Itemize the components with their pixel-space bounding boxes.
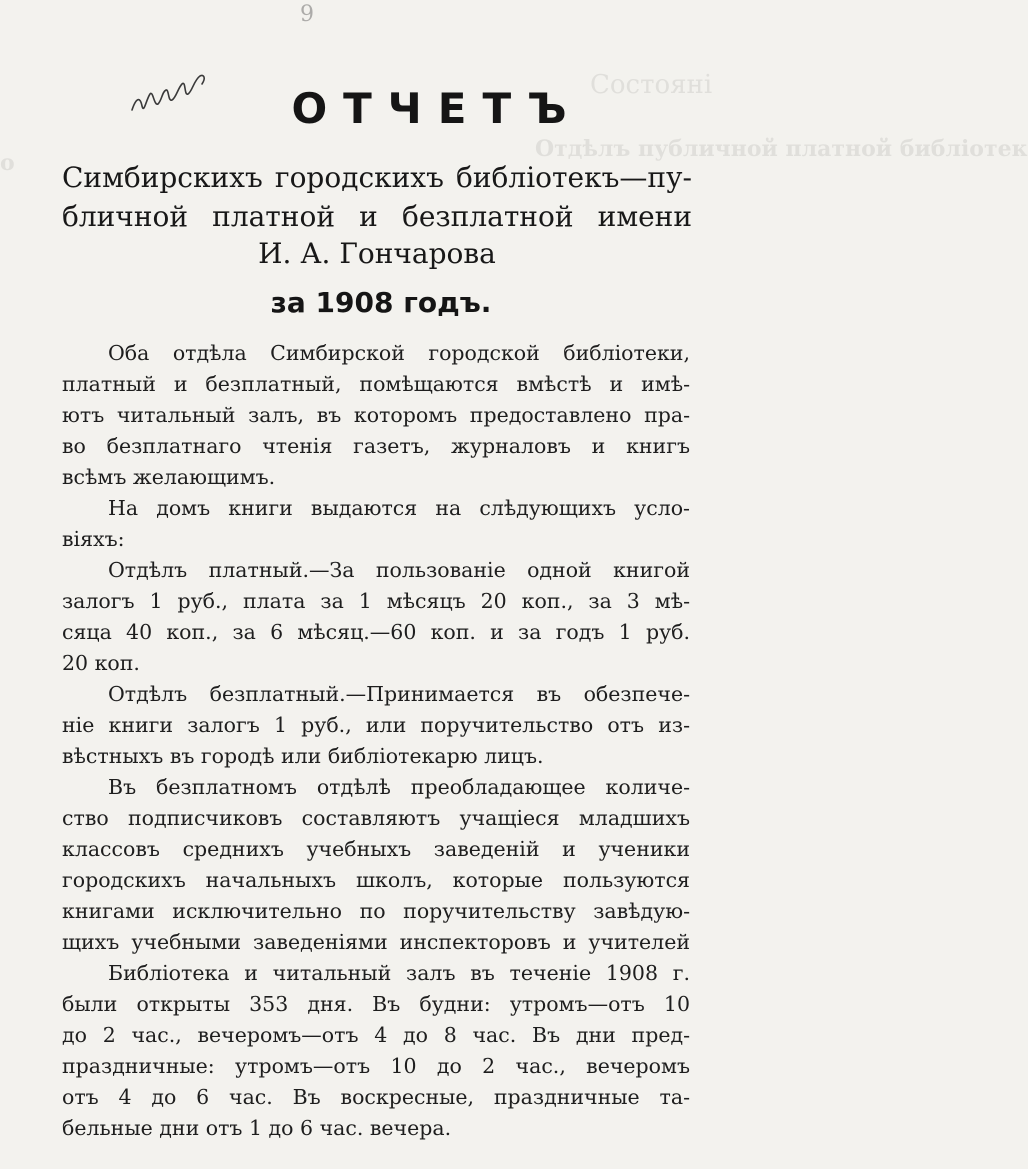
body-text-line: платный и безплатный, помѣщаются вмѣстѣ и имѣ- [62,372,690,396]
body-text-line: Въ безплатномъ отдѣлѣ преобладающее количе- [108,775,690,799]
body-text-line: книгами исключительно по поручительству завѣдую- [62,899,690,923]
body-text-line: ніе книги залогъ 1 руб., или поручительство отъ из- [62,713,690,737]
page-number: 9 [300,2,314,27]
body-text-line: Оба отдѣла Симбирской городской библіотеки, [108,341,690,365]
body-text-line: Библіотека и читальный залъ въ теченіе 1908 г. [108,961,690,985]
show-through-text: Отдѣлъ публичной платной библіотек [535,136,1028,162]
body-text-line: классовъ среднихъ учебныхъ заведеній и ученики [62,837,690,861]
body-text-line: Отдѣлъ безплатный.—Принимается въ обезпече- [108,682,690,706]
body-text-line: городскихъ начальныхъ школъ, которые пользуются [62,868,690,892]
body-text-line: вѣстныхъ въ городѣ или библіотекарю лицъ. [62,744,544,768]
subtitle-line-2: бличной платной и безплатной имени [62,200,692,233]
body-text-line: отъ 4 до 6 час. Въ воскресные, праздничные та- [62,1085,690,1109]
body-text-line: 20 коп. [62,651,140,675]
body-text-line: ство подписчиковъ составляютъ учащіеся младшихъ [62,806,690,830]
body-text-line: бельные дни отъ 1 до 6 час. вечера. [62,1116,452,1140]
body-text-line: щихъ учебными заведеніями инспекторовъ и учителей [62,930,690,954]
body-text-line: во безплатнаго чтенія газетъ, журналовъ и книгъ [62,434,690,458]
body-text-line: были открыты 353 дня. Въ будни: утромъ—отъ 10 [62,992,690,1016]
body-text-line: віяхъ: [62,527,125,551]
subtitle-line-1: Симбирскихъ городскихъ библіотекъ—пу- [62,161,692,194]
show-through-text: о [0,150,15,176]
body-text-line: до 2 час., вечеромъ—отъ 4 до 8 час. Въ дни пред- [62,1023,690,1047]
document-title: ОТЧЕТЪ [291,84,583,133]
subtitle-line-3: И. А. Гончарова [258,237,496,270]
show-through-text: Состояні [590,70,713,100]
body-text-line: всѣмъ желающимъ. [62,465,276,489]
body-text-line: Отдѣлъ платный.—За пользованіе одной книгой [108,558,690,582]
report-year: за 1908 годъ. [270,286,492,319]
body-text-line: сяца 40 коп., за 6 мѣсяц.—60 коп. и за годъ 1 руб. [62,620,690,644]
body-text-line: ютъ читальный залъ, въ которомъ предоставлено пра- [62,403,690,427]
body-text-line: праздничные: утромъ—отъ 10 до 2 час., вечеромъ [62,1054,690,1078]
body-text-line: На домъ книги выдаются на слѣдующихъ усло- [108,496,690,520]
body-text-line: залогъ 1 руб., плата за 1 мѣсяцъ 20 коп., за 3 мѣ- [62,589,690,613]
